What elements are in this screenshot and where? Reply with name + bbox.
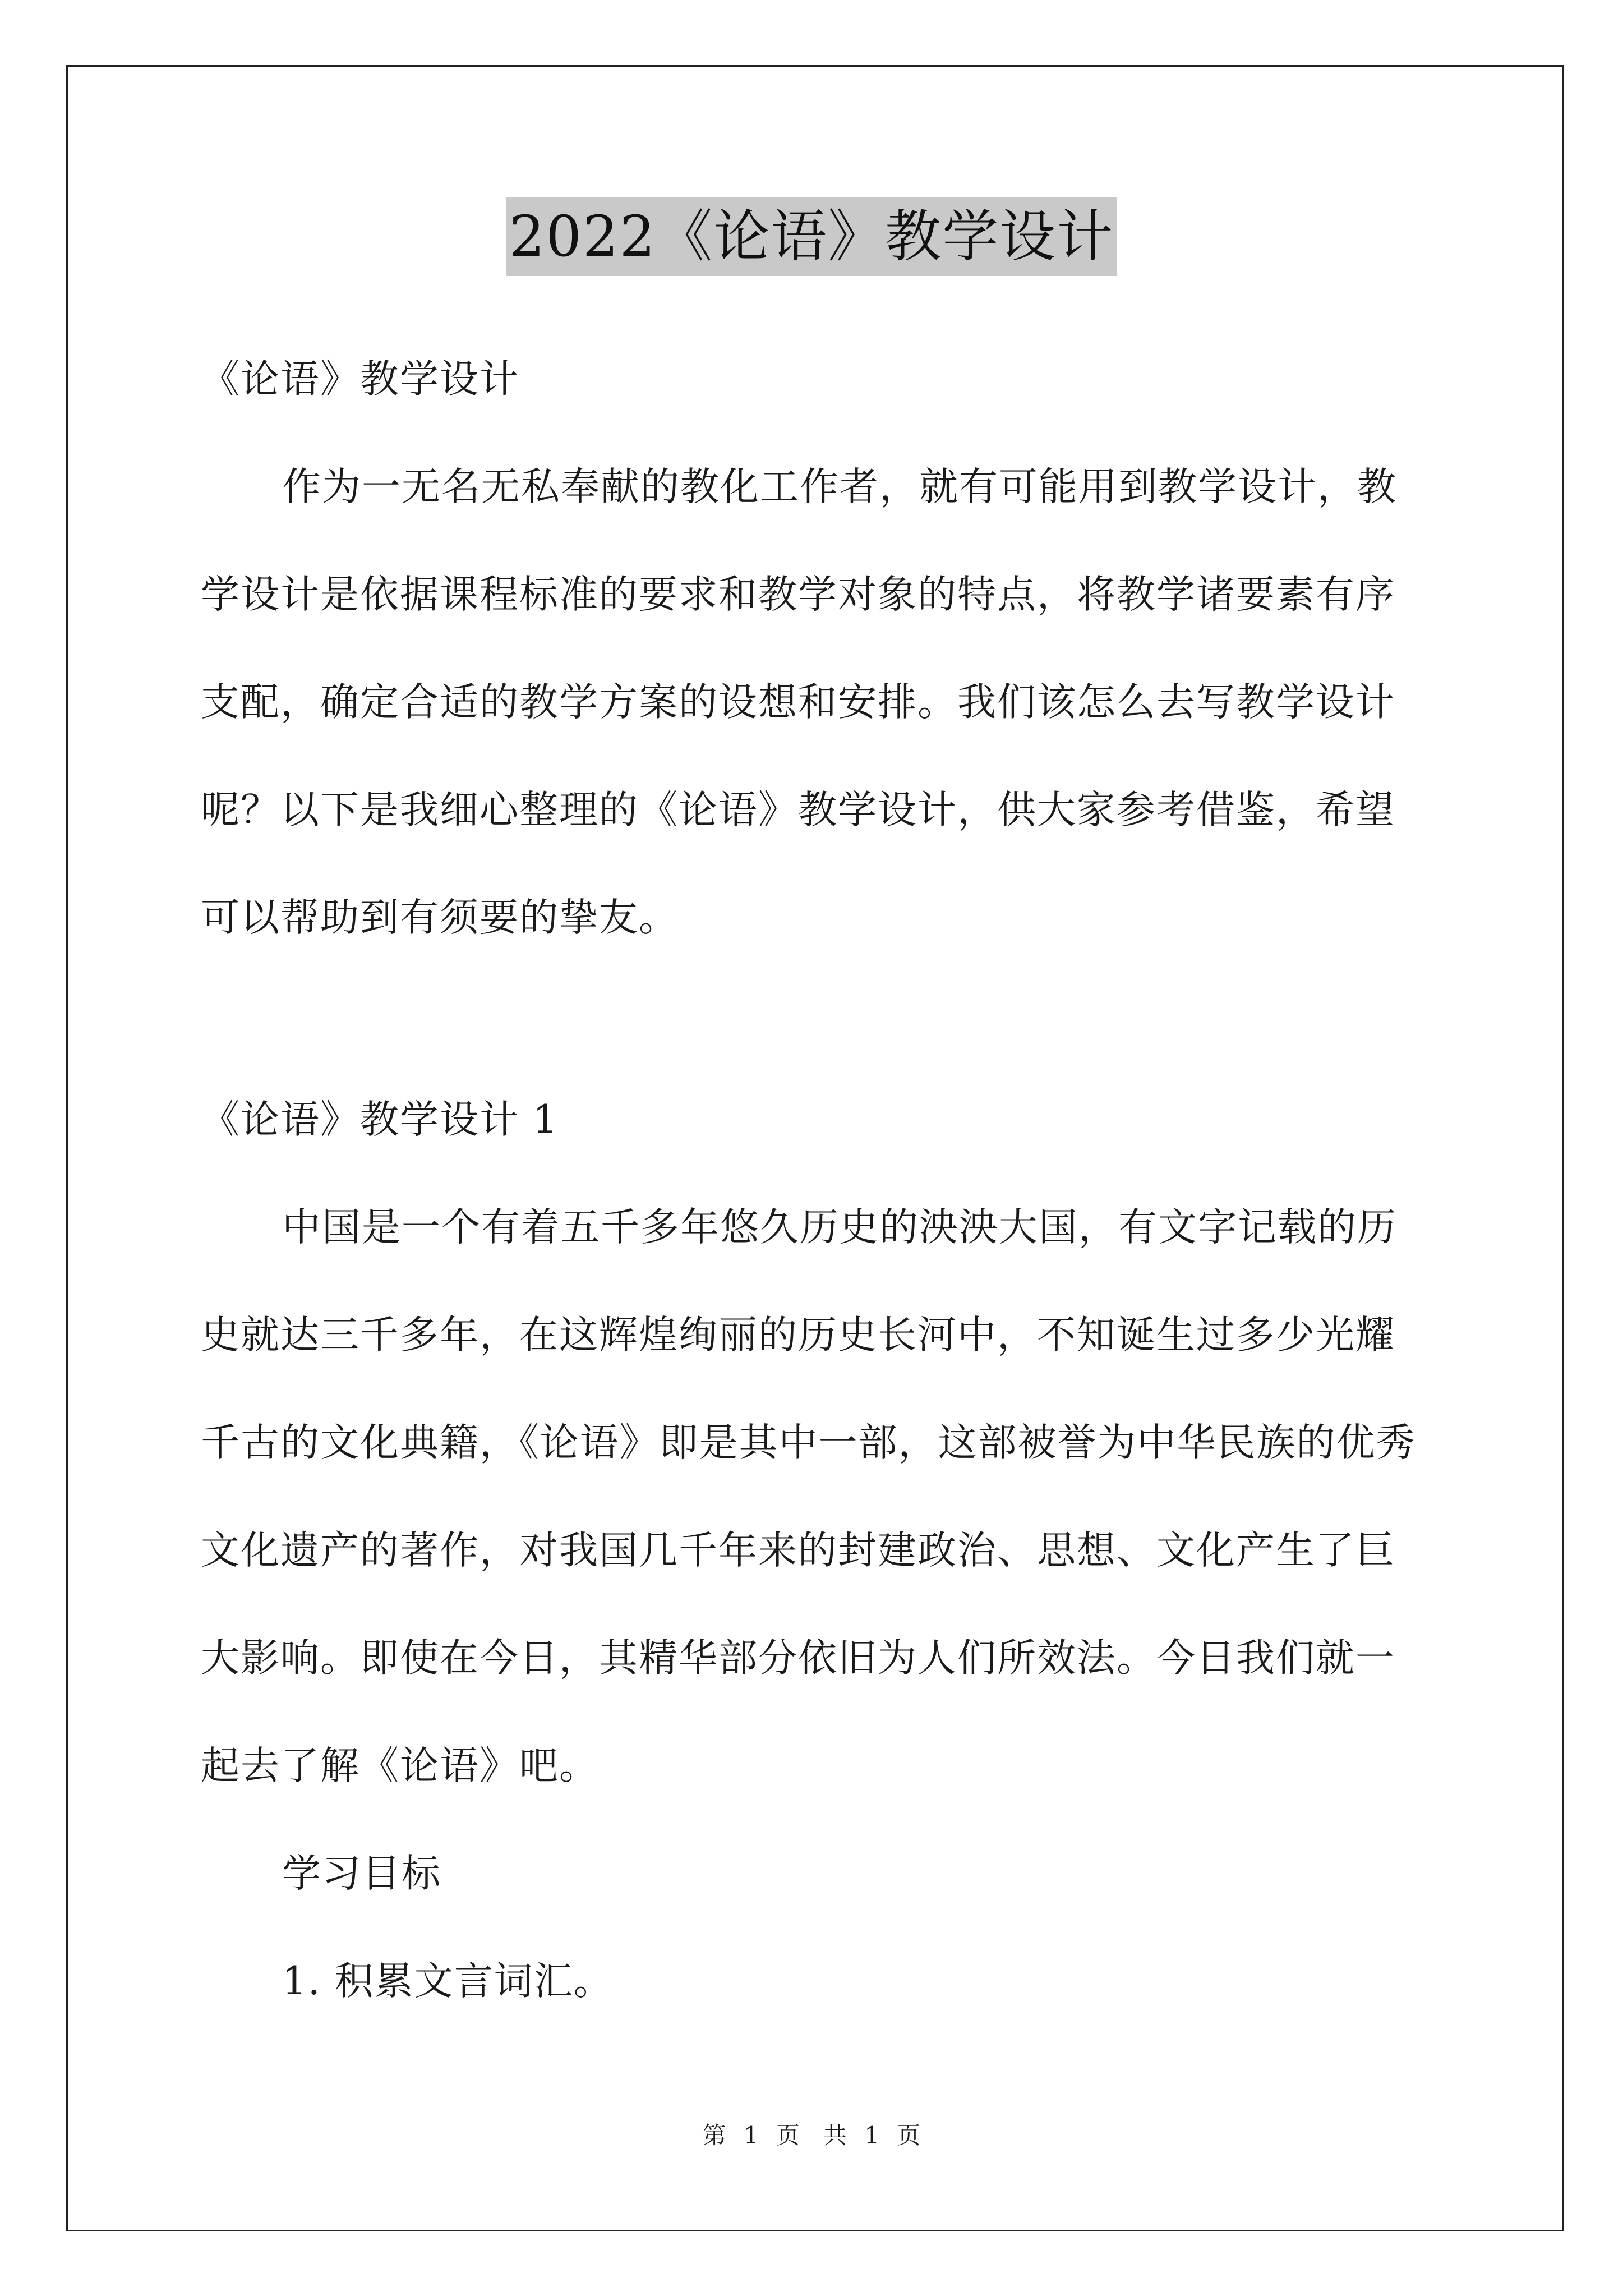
section1-paragraph: 中国是一个有着五千多年悠久历史的泱泱大国，有文字记载的历史就达三千多年，在这辉煌绚丽的历史长河中，不知诞生过多少光耀千古的文化典籍，《论语》即是其中一部，这部被誉为中华民族的优秀文化遗产的著作，对我国几千年来的封建政治、思想、文化产生了巨大影响。即使在今日，其精华部分依旧为人们所效法。今日我们就一起去了解《论语》吧。 (201, 1205, 1416, 1788)
goals-heading: 学习目标 (282, 1851, 441, 1896)
section1-heading: 《论语》教学设计 1 (201, 1097, 559, 1142)
document-title: 2022《论语》教学设计 (506, 197, 1118, 276)
intro-paragraph: 作为一无名无私奉献的教化工作者，就有可能用到教学设计，教学设计是依据课程标准的要求和教学对象的特点，将教学诸要素有序支配，确定合适的教学方案的设想和安排。我们该怎么去写教学设计呢？以下是我细心整理的《论语》教学设计，供大家参考借鉴，希望可以帮助到有须要的挚友。 (201, 464, 1397, 940)
title-container (0, 197, 1623, 276)
page-footer: 第 1 页 共 1 页 (702, 2122, 921, 2149)
intro-heading: 《论语》教学设计 (201, 357, 519, 402)
goal-item: 1. 积累文言词汇。 (282, 1959, 614, 2004)
